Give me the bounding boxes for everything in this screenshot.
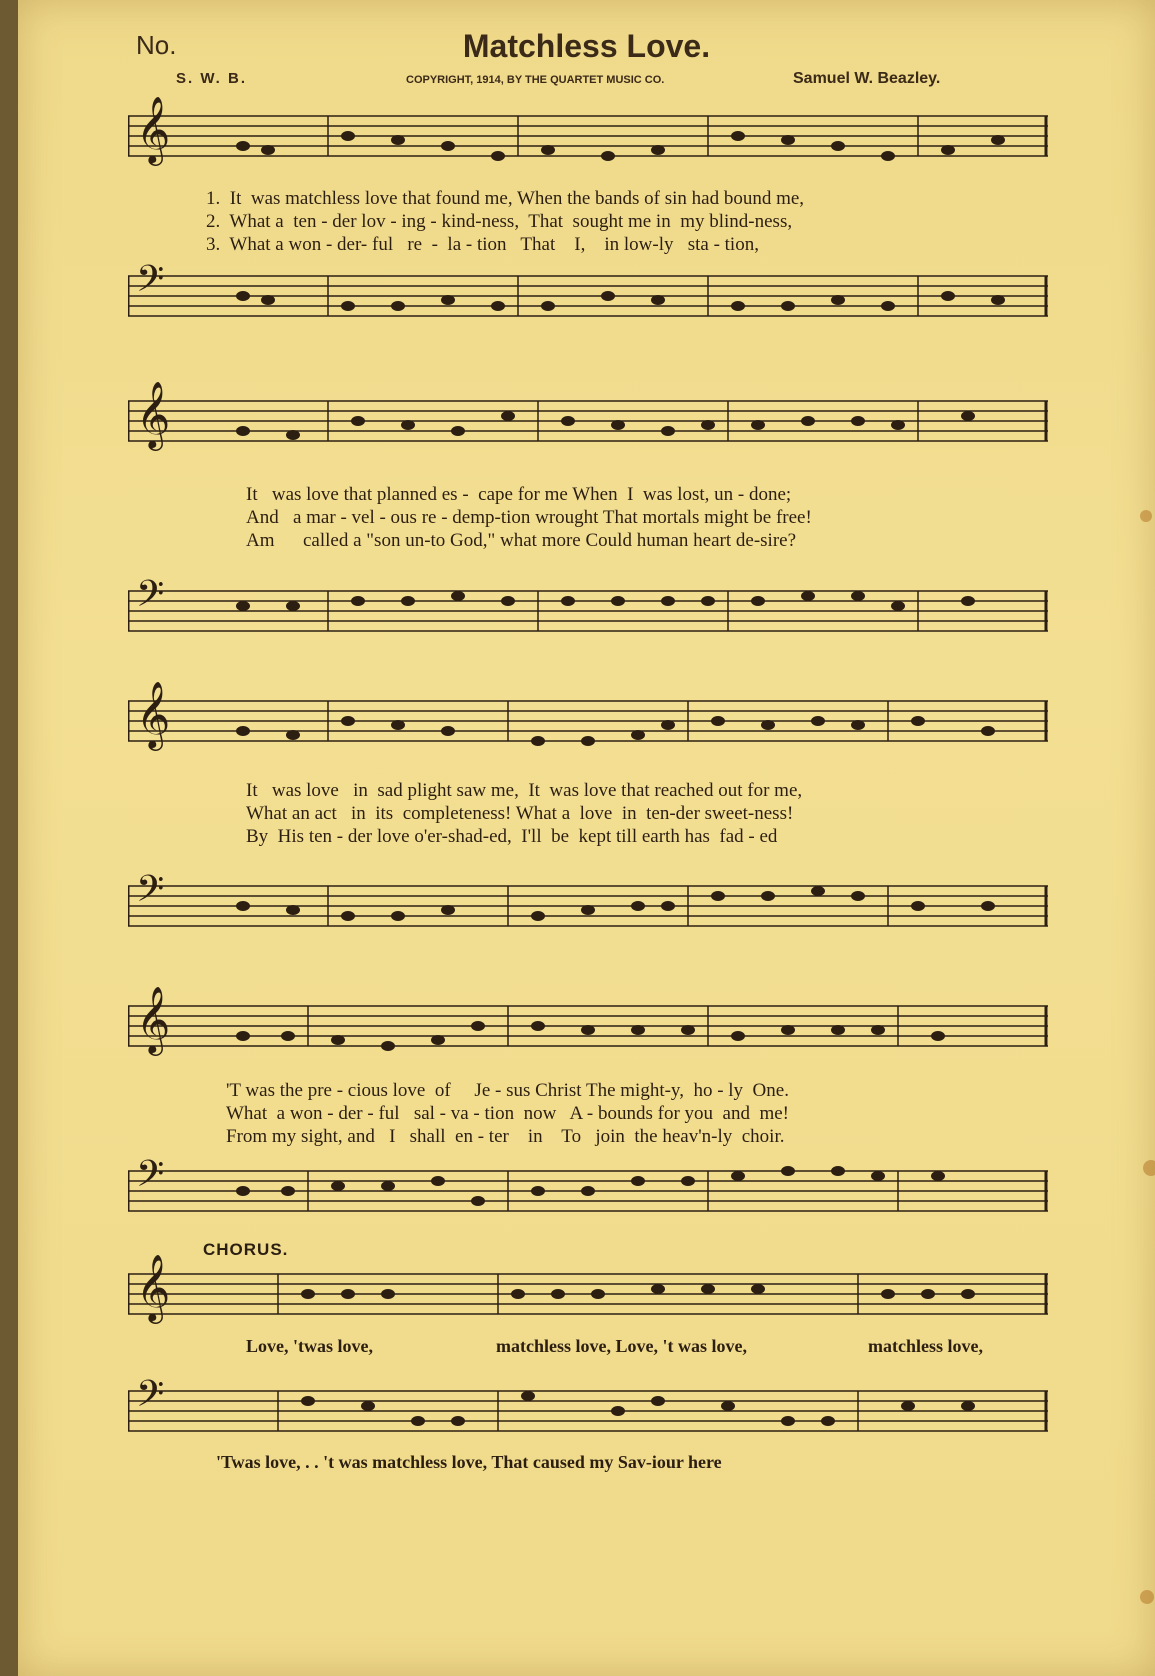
bass-clef-icon: 𝄢 [136, 574, 165, 623]
bass-staff-2 [128, 585, 1048, 633]
bass-clef-icon: 𝄢 [136, 259, 165, 308]
chorus-lyric: matchless love, [868, 1336, 983, 1356]
chorus-lyric: Love, 'twas love, [246, 1336, 373, 1356]
verse-line: And a mar - vel - ous re - demp-tion wrought That mortals might be free! [246, 507, 812, 528]
composer-name: Samuel W. Beazley. [793, 70, 941, 87]
treble-staff-3 [128, 695, 1048, 743]
chorus-label: CHORUS. [203, 1240, 289, 1259]
treble-clef-icon: 𝄞 [136, 97, 171, 162]
verse-line: 1. It was matchless love that found me, When the bands of sin had bound me, [206, 188, 805, 209]
bass-staff-1 [128, 270, 1048, 318]
bass-staff-chorus [128, 1385, 1048, 1433]
chorus-lyric: matchless love, Love, 't was love, [496, 1336, 747, 1356]
copyright-notice: COPYRIGHT, 1914, BY THE QUARTET MUSIC CO. [406, 74, 665, 86]
verse-line: What a won - der - ful sal - va - tion now A - bounds for you and me! [226, 1103, 790, 1124]
bass-clef-icon: 𝄢 [136, 869, 165, 918]
treble-staff-2 [128, 395, 1048, 443]
paper-stain [1143, 1160, 1155, 1176]
hymn-number-label: No. [136, 30, 177, 60]
treble-staff-4 [128, 1000, 1048, 1048]
bass-staff-3 [128, 880, 1048, 928]
verse-line: 2. What a ten - der lov - ing - kind-ness, That sought me in my blind-ness, [206, 211, 793, 232]
chorus-lyric: 'Twas love, . . 't was matchless love, That caused my Sav-iour here [216, 1452, 722, 1472]
treble-clef-icon: 𝄞 [136, 987, 171, 1052]
bass-clef-icon: 𝄢 [136, 1154, 165, 1203]
verse-line: From my sight, and I shall en - ter in To join the heav'n-ly choir. [226, 1126, 785, 1147]
verse-line: 3. What a won - der- ful re - la - tion That I, in low-ly sta - tion, [206, 234, 759, 255]
author-initials: S. W. B. [176, 70, 248, 87]
paper-stain [1140, 1590, 1154, 1604]
paper-stain [1140, 510, 1152, 522]
treble-clef-icon: 𝄞 [136, 1255, 171, 1320]
bass-staff-4 [128, 1165, 1048, 1213]
treble-staff-1 [128, 110, 1048, 158]
verse-line: It was love that planned es - cape for me When I was lost, un - done; [246, 484, 792, 505]
treble-staff-chorus [128, 1268, 1048, 1316]
hymn-page [18, 0, 1155, 1676]
verse-line: It was love in sad plight saw me, It was love that reached out for me, [246, 780, 803, 801]
page-title: Matchless Love. [462, 28, 711, 64]
verse-line: What an act in its completeness! What a love in ten-der sweet-ness! [246, 803, 794, 824]
verse-line: Am called a "son un-to God," what more Could human heart de-sire? [246, 530, 797, 551]
treble-clef-icon: 𝄞 [136, 682, 171, 747]
verse-line: By His ten - der love o'er-shad-ed, I'll be kept till earth has fad - ed [246, 826, 778, 847]
bass-clef-icon: 𝄢 [136, 1374, 165, 1423]
verse-line: 'T was the pre - cious love of Je - sus Christ The might-y, ho - ly One. [226, 1080, 789, 1101]
treble-clef-icon: 𝄞 [136, 382, 171, 447]
